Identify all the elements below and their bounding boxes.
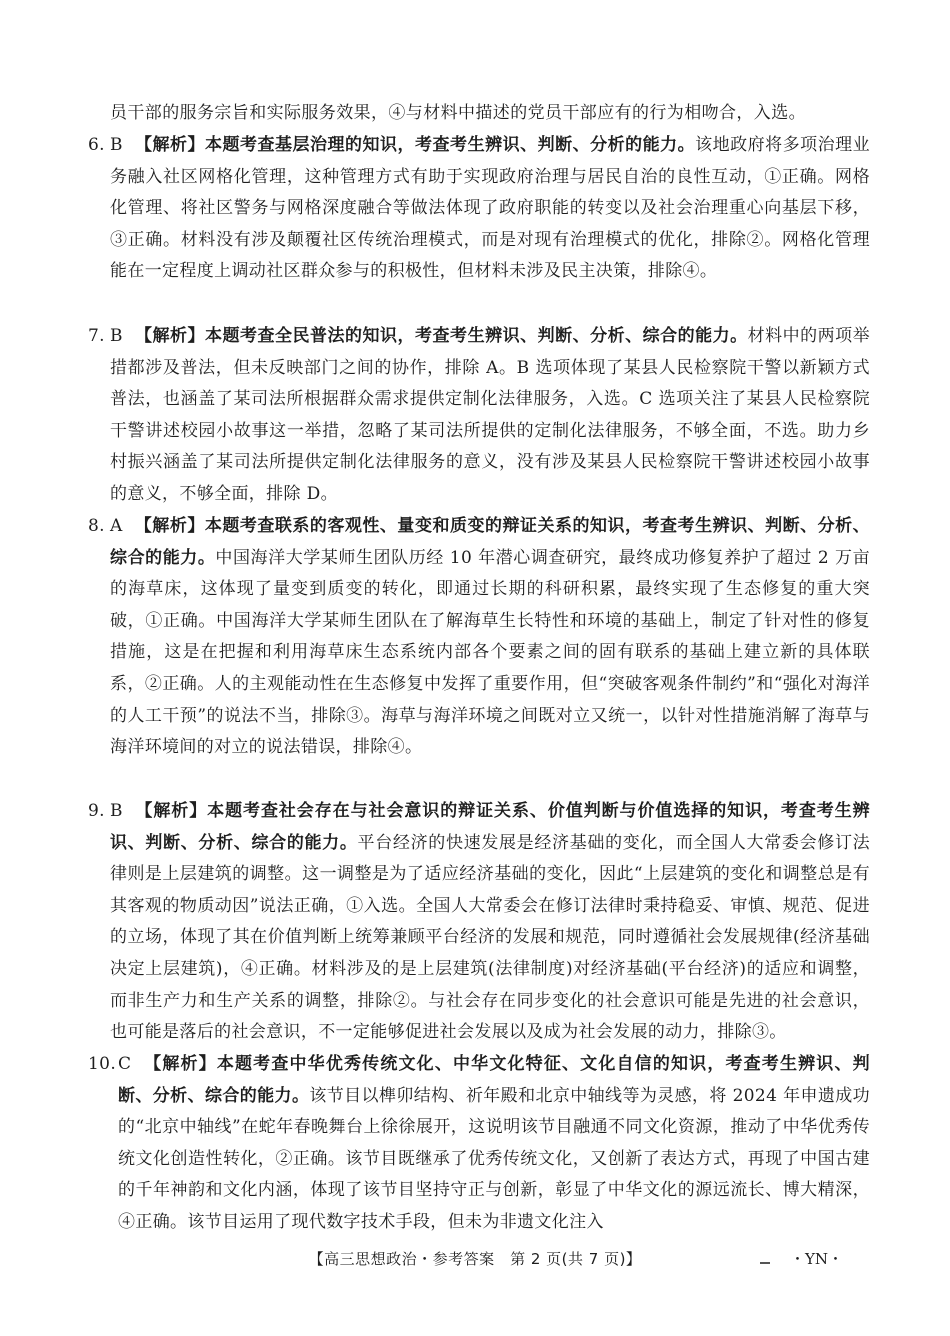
- answer-item-8: [88, 511, 870, 764]
- analysis-tag: 【解析】: [134, 801, 208, 821]
- analysis-lead: 本题考查社会存在与社会意识的辩证关系、价值判断与价值选择的知识，考查考生辨识、判断、分析、综合的能力。: [110, 801, 870, 853]
- answer-item-10: [88, 1049, 870, 1239]
- analysis-lead: 本题考查联系的客观性、量变和质变的辩证关系的知识，考查考生辨识、判断、分析、综合的能力。: [110, 516, 870, 568]
- analysis-tag: 【解析】: [134, 326, 206, 346]
- page-footer: [0, 1248, 950, 1278]
- analysis-lead: 本题考查基层治理的知识，考查考生辨识、判断、分析的能力。: [205, 135, 696, 155]
- answer-choice: B: [110, 326, 123, 346]
- continued-paragraph: 员干部的服务宗旨和实际服务效果，④与材料中描述的党员干部应有的行为相吻合，入选。: [110, 103, 806, 123]
- item-number: 7.: [88, 326, 105, 346]
- analysis-text: 平台经济的快速发展是经济基础的变化，而全国人大常委会修订法律则是上层建筑的调整。这一调整是为了适应经济基础的变化，因此“上层建筑的变化和调整总是有其客观的物质动因”说法正确，①入选。全国人大常委会在修订法律时秉持稳妥、审慎、规范、促进的立场，体现了其在价值判断上统筹兼顾平台经济的发展和规范，同时遵循社会发展规律(经济基础决定上层建筑)，④正确。材料涉及的是上层建筑(法律制度)对经济基础(平台经济)的适应和调整，而非生产力和生产关系的调整，排除②。与社会存在同步变化的社会意识可能是先进的社会意识，也可能是落后的社会意识，不一定能够促进社会发展以及成为社会发展的动力，排除③。: [110, 832, 870, 1043]
- footer-mark: [760, 1262, 770, 1264]
- answer-item-6: [88, 130, 870, 288]
- item-number: 9.: [88, 801, 105, 821]
- region-code: ・YN・: [790, 1250, 844, 1268]
- item-number: 10.: [88, 1054, 117, 1074]
- answer-item-9: [88, 796, 870, 1049]
- item-number: 6.: [88, 135, 105, 155]
- analysis-text: 中国海洋大学某师生团队历经 10 年潜心调查研究，最终成功修复养护了超过 2 万亩的海草床，这体现了量变到质变的转化，即通过长期的科研积累，最终实现了生态修复的重大突破，①正确。中国海洋大学某师生团队在了解海草生长特性和环境的基础上，制定了针对性的修复措施，这是在把握和利用海草床生态系统内部各个要素之间的固有联系的基础上建立新的具体联系，②正确。人的主观能动性在生态修复中发挥了重要作用，但“突破客观条件制约”和“强化对海洋的人工干预”的说法不当，排除③。海草与海洋环境之间既对立又统一，以针对性措施消解了海草与海洋环境间的对立的说法错误，排除④。: [110, 547, 870, 758]
- analysis-tag: 【解析】: [134, 516, 205, 536]
- analysis-tag: 【解析】: [143, 1054, 217, 1074]
- answer-choice: C: [118, 1054, 132, 1074]
- analysis-text: 该节目以榫卯结构、祈年殿和北京中轴线等为灵感，将 2024 年申遗成功的“北京中轴线”在蛇年春晚舞台上徐徐展开，这说明该节目融通不同文化资源，推动了中华优秀传统文化创造性转化，②正确。该节目既继承了优秀传统文化，又创新了表达方式，再现了中国古建的千年神韵和文化内涵，体现了该节目坚持守正与创新，彰显了中华文化的源远流长、博大精深，④正确。该节目运用了现代数字技术手段，但未为非遗文化注入: [118, 1085, 870, 1232]
- answer-choice: B: [110, 135, 123, 155]
- answer-choice: A: [110, 516, 123, 536]
- item-number: 8.: [88, 516, 105, 536]
- analysis-tag: 【解析】: [134, 135, 206, 155]
- analysis-text: 材料中的两项举措都涉及普法，但未反映部门之间的协作，排除 A。B 选项体现了某县人民检察院干警以新颖方式普法，也涵盖了某司法所根据群众需求提供定制化法律服务，入选。C 选项关注了某县人民检察院干警讲述校园小故事这一举措，忽略了某司法所提供的定制化法律服务，不够全面，不选。助力乡村振兴涵盖了某司法所提供定制化法律服务的意义，没有涉及某县人民检察院干警讲述校园小故事的意义，不够全面，排除 D。: [110, 326, 870, 504]
- analysis-lead: 本题考查中华优秀传统文化、中华文化特征、文化自信的知识，考查考生辨识、判断、分析、综合的能力。: [118, 1054, 870, 1106]
- analysis-text: 该地政府将多项治理业务融入社区网格化管理，这种管理方式有助于实现政府治理与居民自治的良性互动，①正确。网格化管理、将社区警务与网格深度融合等做法体现了政府职能的转变以及社会治理重心向基层下移，③正确。材料没有涉及颠覆社区传统治理模式，而是对现有治理模式的优化，排除②。网格化管理能在一定程度上调动社区群众参与的积极性，但材料未涉及民主决策，排除④。: [110, 135, 870, 282]
- answer-choice: B: [110, 801, 123, 821]
- footer-title: 【高三思想政治・参考答案 第 2 页(共 7 页)】: [308, 1250, 642, 1268]
- analysis-lead: 本题考查全民普法的知识，考查考生辨识、判断、分析、综合的能力。: [205, 326, 748, 346]
- answer-item-7: [88, 321, 870, 511]
